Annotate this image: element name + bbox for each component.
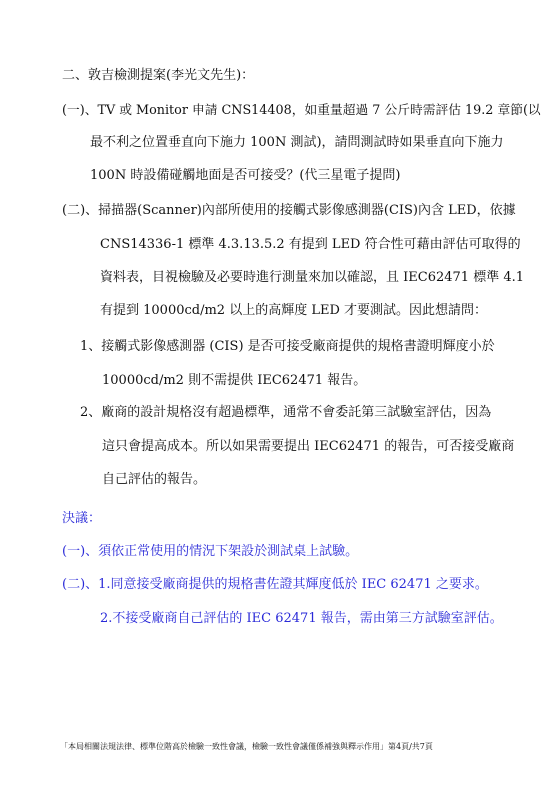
section-heading: 二、敦吉檢測提案(李光文先生)： [62,68,255,83]
item1-line2: 最不利之位置垂直向下施力 100N 測試)，請問測試時如果垂直向下施力 [90,135,504,150]
item2-line4: 有提到 10000cd/m2 以上的高輝度 LED 才要測試。因此想請問： [100,303,488,318]
item1-line3: 100N 時設備碰觸地面是否可接受？(代三星電子提問) [90,168,401,183]
item2-sub2-line1: 2、廠商的設計規格沒有超過標準，通常不會委託第三試驗室評估，因為 [80,405,492,420]
resolution-heading: 決議： [62,511,102,526]
item2-line2: CNS14336-1 標準 4.3.13.5.2 有提到 LED 符合性可藉由評估可取得的 [100,237,521,252]
item2-sub1-line1: 1、接觸式影像感測器 (CIS) 是否可接受廠商提供的規格書證明輝度小於 [80,339,495,354]
item2-sub1-line2: 10000cd/m2 則不需提供 IEC62471 報告。 [102,373,367,388]
resolution-line3: 2.不接受廠商自己評估的 IEC 62471 報告，需由第三方試驗室評估。 [100,611,503,626]
item2-sub2-line3: 自己評估的報告。 [102,472,207,487]
item2-line3: 資料表，目視檢驗及必要時進行測量來加以確認，且 IEC62471 標準 4.1 [100,270,524,285]
item2-sub2-line2: 這只會提高成本。所以如果需要提出 IEC62471 的報告，可否接受廠商 [102,439,515,454]
resolution-line1: (一)、須依正常使用的情況下架設於測試桌上試驗。 [62,544,359,559]
page-footer: 「本局相關法規法律、標準位階高於檢驗一致性會議，檢驗一致性會議僅係補強與釋示作用」第4頁/共7頁 [60,742,433,751]
item1-line1: (一)、TV 或 Monitor 申請 CNS14408，如重量超過 7 公斤時需評估 19.2 章節(以 [62,103,541,118]
item2-line1: (二)、掃描器(Scanner)內部所使用的接觸式影像感測器(CIS)內含 LED，依據 [62,203,516,218]
resolution-line2: (二)、1.同意接受廠商提供的規格書佐證其輝度低於 IEC 62471 之要求。 [62,577,488,592]
